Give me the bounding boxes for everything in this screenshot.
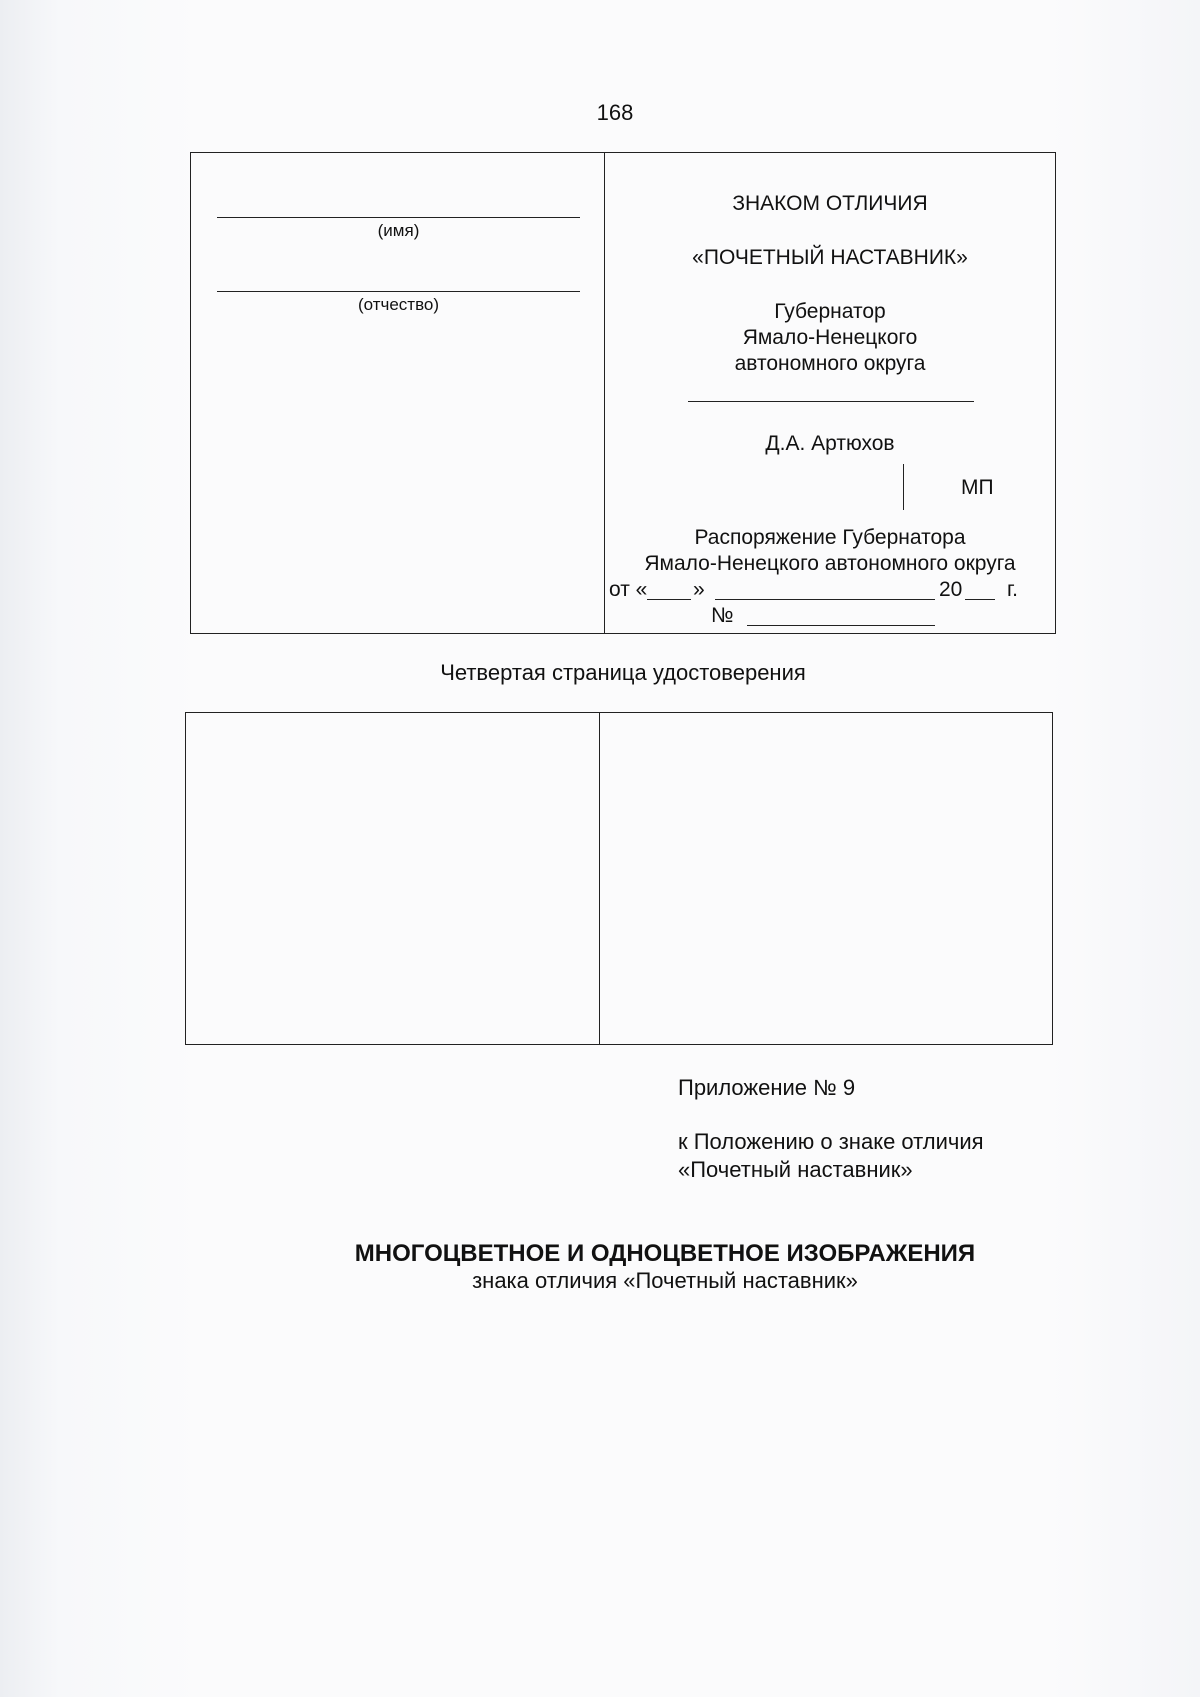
year-prefix: 20: [939, 578, 963, 601]
year-fill-line: [965, 599, 995, 600]
name-fill-line: [217, 217, 580, 218]
order-date-line: [609, 577, 1057, 603]
date-prefix: от «: [609, 578, 648, 601]
patronymic-fill-line: [217, 291, 580, 292]
certificate-spread-bottom: [185, 712, 1053, 1045]
seal-marker-line: [903, 464, 904, 510]
appendix-reference: к Положению о знаке отличия: [678, 1129, 984, 1154]
day-fill-line: [647, 599, 691, 600]
patronymic-caption: (отчество): [357, 295, 440, 314]
seal-label: МП: [961, 476, 994, 499]
number-prefix: №: [711, 604, 734, 627]
order-number-line: [609, 603, 1057, 629]
section-subheading: знака отличия «Почетный наставник»: [472, 1268, 858, 1293]
appendix-number: Приложение № 9: [678, 1075, 856, 1100]
number-fill-line: [747, 625, 935, 626]
order-line-1: Распоряжение Губернатора: [694, 526, 966, 549]
certificate-spread-top: [190, 152, 1056, 634]
spread-divider-bottom: [599, 713, 600, 1044]
section-caption: Четвертая страница удостоверения: [440, 660, 806, 685]
governor-line-1: Губернатор: [774, 300, 886, 323]
section-heading: МНОГОЦВЕТНОЕ И ОДНОЦВЕТНОЕ ИЗОБРАЖЕНИЯ: [354, 1240, 976, 1267]
order-line-2: Ямало-Ненецкого автономного округа: [644, 552, 1016, 575]
year-suffix: г.: [1007, 578, 1018, 601]
month-fill-line: [715, 599, 935, 600]
date-quote-close: »: [693, 578, 705, 601]
governor-line-2: Ямало-Ненецкого: [742, 326, 918, 349]
signatory-name: Д.А. Артюхов: [765, 432, 895, 455]
page-number: 168: [596, 100, 634, 125]
appendix-badge-name: «Почетный наставник»: [678, 1157, 913, 1182]
signature-line: [688, 401, 974, 402]
governor-line-3: автономного округа: [734, 352, 926, 375]
name-caption: (имя): [377, 221, 420, 240]
title-line-2: «ПОЧЕТНЫЙ НАСТАВНИК»: [692, 246, 968, 269]
title-line-1: ЗНАКОМ ОТЛИЧИЯ: [732, 192, 928, 215]
